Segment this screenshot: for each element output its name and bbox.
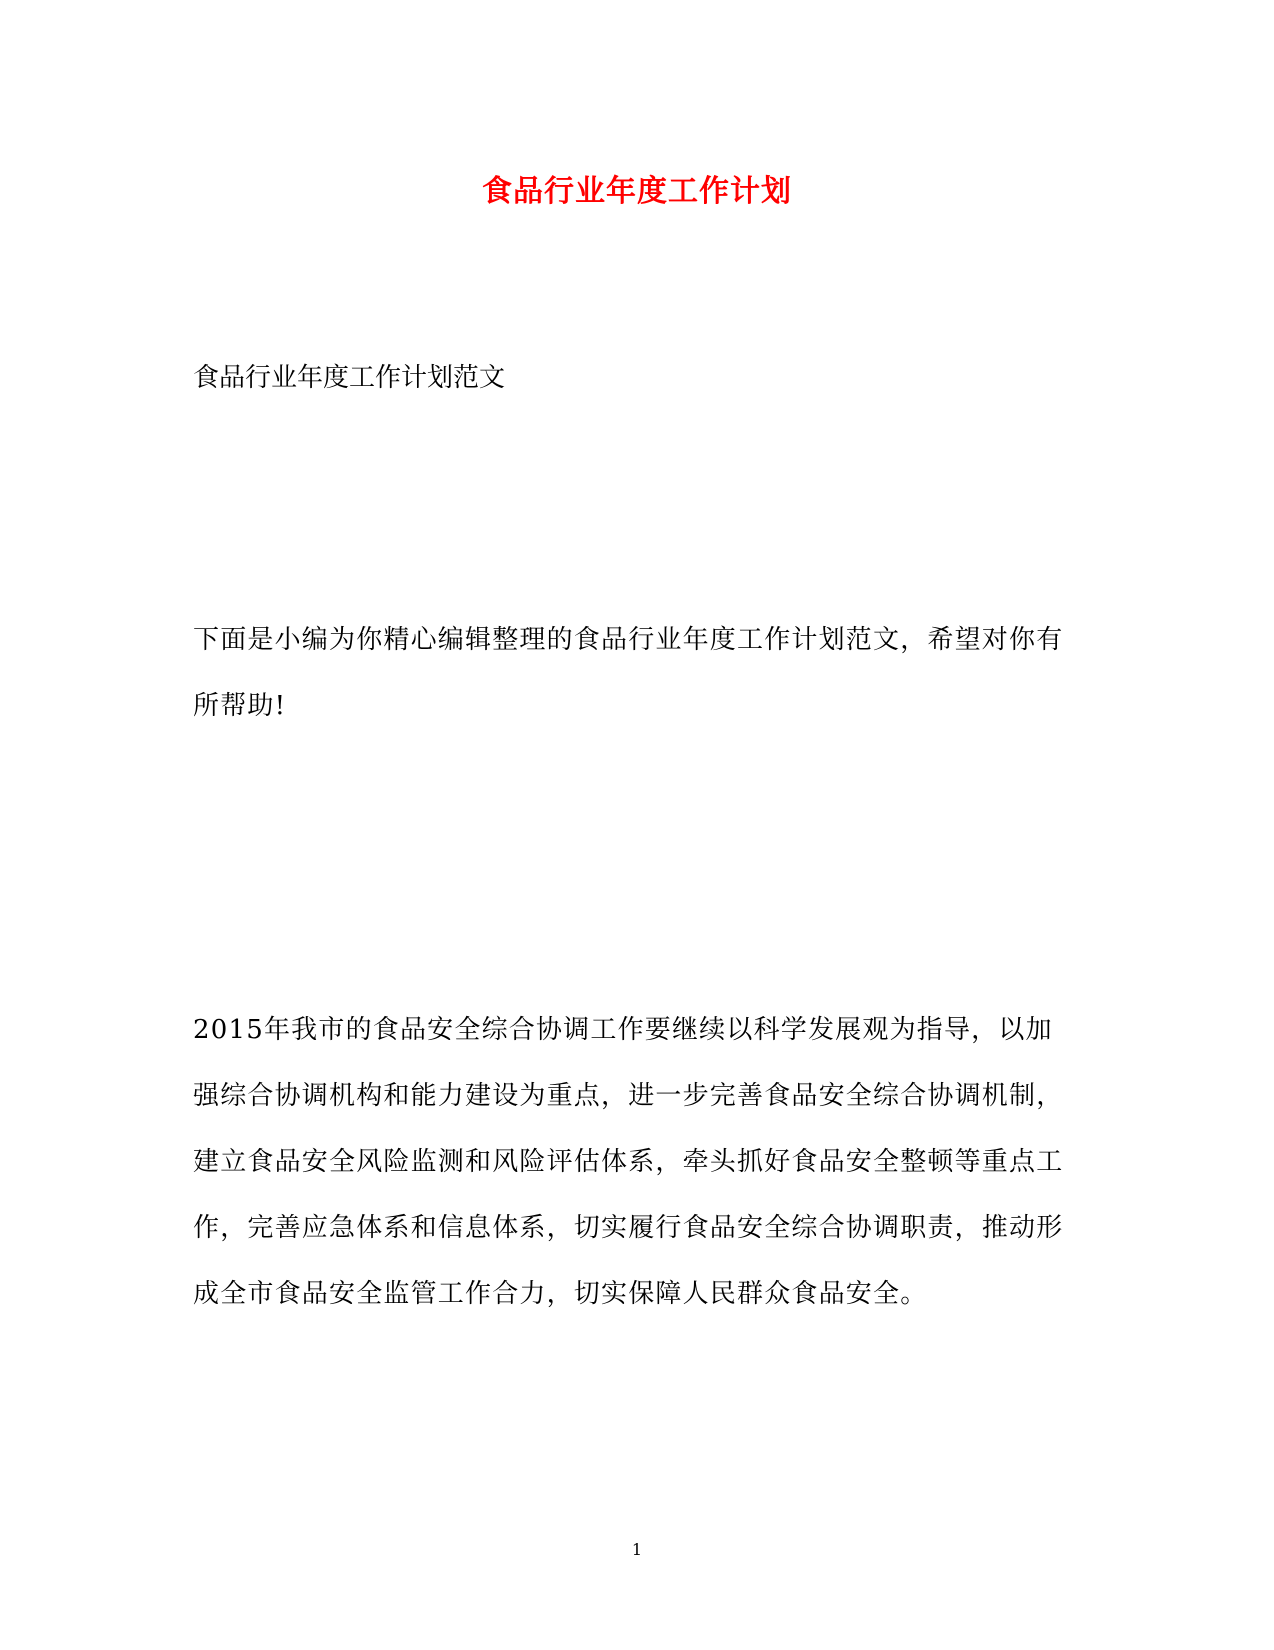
document-subtitle: 食品行业年度工作计划范文 xyxy=(193,363,506,393)
page-number: 1 xyxy=(631,1540,643,1559)
body-paragraph: 2015年我市的食品安全综合协调工作要继续以科学发展观为指导，以加强综合协调机构和能力建设为重点，进一步完善食品安全综合协调机制，建立食品安全风险监测和风险评估体系，牵头抓好食品安全整顿等重点工作，完善应急体系和信息体系，切实履行食品安全综合协调职责，推动形成全市食品安全监管工作合力，切实保障人民群众食品安全。 xyxy=(193,1015,1064,1309)
intro-paragraph: 下面是小编为你精心编辑整理的食品行业年度工作计划范文，希望对你有所帮助! xyxy=(193,625,1064,721)
document-title: 食品行业年度工作计划 xyxy=(482,174,792,209)
